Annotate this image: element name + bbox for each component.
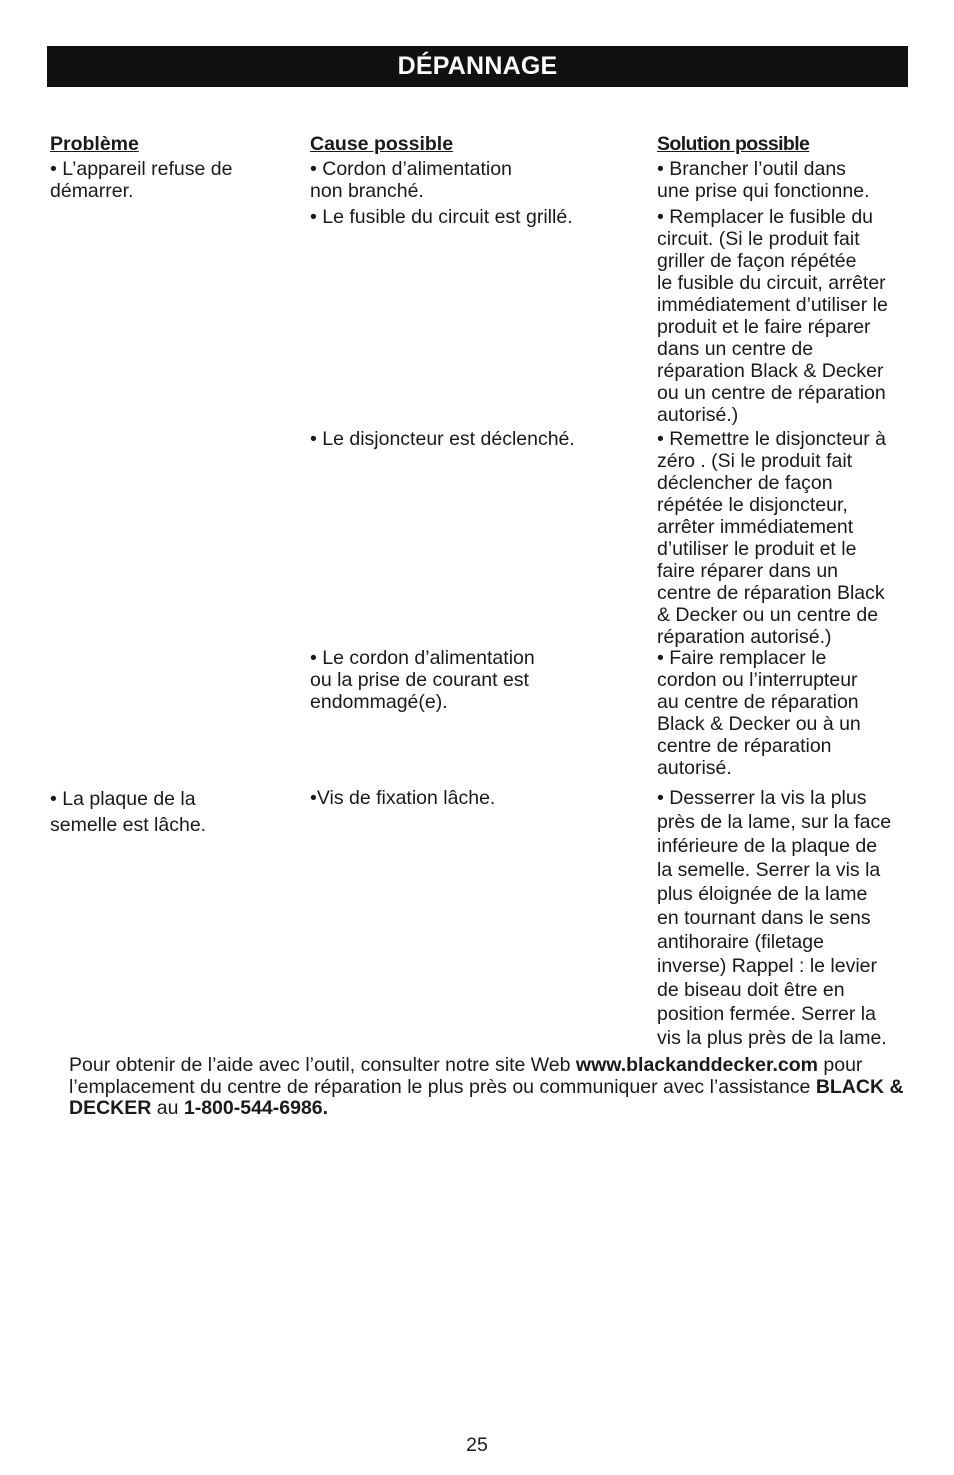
cause-1: • Cordon d’alimentation non branché. bbox=[310, 158, 512, 202]
footer-text-1: Pour obtenir de l’aide avec l’outil, consulter notre site Web bbox=[69, 1054, 576, 1076]
section-title-bar bbox=[47, 46, 908, 87]
footer-text-2: pour l’emplacement du centre de réparation le plus près ou communiquer avec l’assistance bbox=[69, 1054, 863, 1098]
header-cause: Cause possible bbox=[310, 133, 454, 155]
problem-1: • L’appareil refuse de démarrer. bbox=[50, 158, 233, 202]
problem-2: • La plaque de la semelle est lâche. bbox=[50, 788, 207, 836]
solution-2: • Remplacer le fusible du circuit. (Si le produit fait griller de façon répétée le fusible du circuit, arrêter immédiatement d’utiliser le produit et le faire réparer dans un centre de réparation Black & Decker ou un centre de réparation autorisé.) bbox=[657, 206, 888, 426]
phone-number: 1-800-544-6986. bbox=[183, 1097, 329, 1119]
brand-name: BLACK & DECKER bbox=[69, 1075, 904, 1119]
solution-1: • Brancher l’outil dans une prise qui fonctionne. bbox=[657, 158, 870, 202]
cause-4: • Le cordon d’alimentation ou la prise de courant est endommagé(e). bbox=[310, 647, 535, 713]
page-title: DÉPANNAGE bbox=[397, 52, 558, 80]
solution-4: • Faire remplacer le cordon ou l’interrupteur au centre de réparation Black & Decker ou à un centre de réparation autorisé. bbox=[657, 647, 861, 779]
solution-5: • Desserrer la vis la plus près de la lame, sur la face inférieure de la plaque de la semelle. Serrer la vis la plus éloignée de la lame en tournant dans le sens antihoraire (filetage inverse) Rappel : le levier de biseau doit être en position fermée. Serrer la vis la plus près de la lame. bbox=[657, 787, 892, 1049]
header-solution: Solution possible bbox=[657, 133, 810, 155]
website-link: www.blackanddecker.com bbox=[575, 1054, 818, 1076]
page-number: 25 bbox=[466, 1434, 488, 1456]
footer-text-3: au bbox=[151, 1097, 184, 1119]
help-contact-text bbox=[69, 1055, 929, 1120]
header-problem: Problème bbox=[50, 133, 139, 155]
cause-5: •Vis de fixation lâche. bbox=[310, 787, 496, 809]
cause-2: • Le fusible du circuit est grillé. bbox=[310, 206, 573, 228]
solution-3: • Remettre le disjoncteur à zéro . (Si le produit fait déclencher de façon répétée le disjoncteur, arrêter immédiatement d’utiliser le produit et le faire réparer dans un centre de réparation Black & Decker ou un centre de réparation autorisé.) bbox=[657, 428, 887, 648]
cause-3: • Le disjoncteur est déclenché. bbox=[310, 428, 575, 450]
